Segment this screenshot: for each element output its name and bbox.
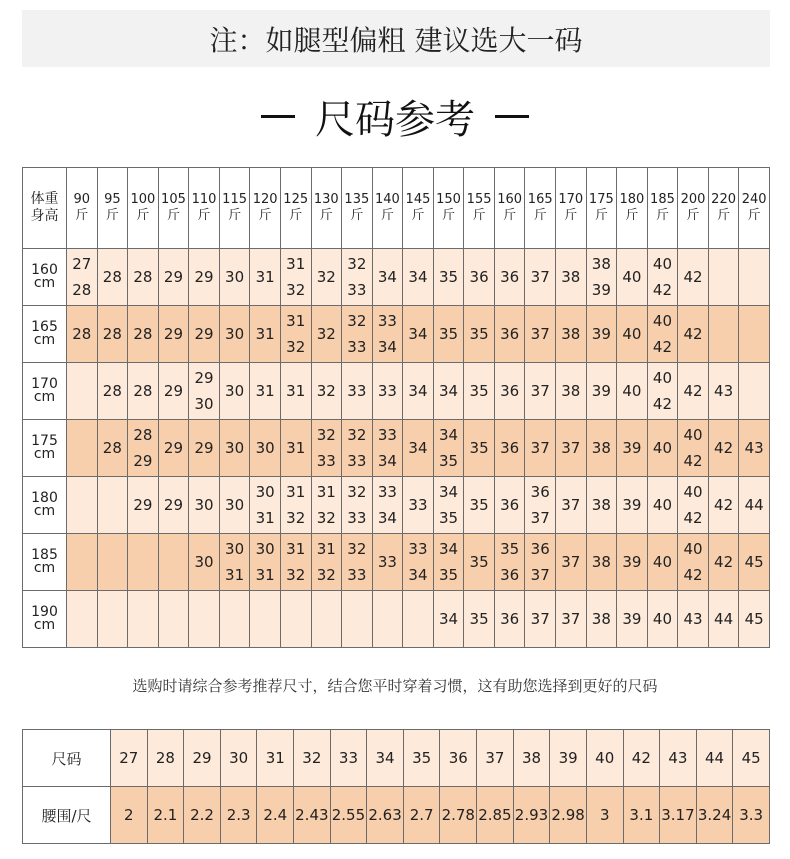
size-cell: 33 34 (403, 534, 434, 591)
weight-header: 145 斤 (403, 168, 434, 249)
size-cell (189, 591, 220, 648)
size-value: 43 (660, 730, 697, 787)
size-cell: 40 42 (647, 249, 678, 306)
size-row (23, 591, 770, 648)
weight-header: 185 斤 (647, 168, 678, 249)
waist-value: 2.55 (330, 787, 367, 844)
size-cell: 28 (128, 363, 159, 420)
size-cell: 36 37 (525, 477, 556, 534)
size-cell: 44 (739, 477, 770, 534)
height-label: 185 cm (23, 534, 67, 591)
size-value: 39 (550, 730, 587, 787)
size-cell: 31 (250, 363, 281, 420)
size-cell: 29 (189, 306, 220, 363)
size-cell: 28 (67, 306, 98, 363)
weight-header: 165 斤 (525, 168, 556, 249)
size-cell: 37 (525, 591, 556, 648)
size-cell: 33 (372, 534, 403, 591)
size-cell: 31 32 (280, 534, 311, 591)
size-value: 31 (257, 730, 294, 787)
weight-header: 135 斤 (342, 168, 373, 249)
size-cell (67, 591, 98, 648)
size-cell: 40 (647, 477, 678, 534)
size-cell: 40 (617, 306, 648, 363)
size-cell (67, 420, 98, 477)
size-cell: 35 36 (494, 534, 525, 591)
size-cell: 39 (586, 363, 617, 420)
size-cell: 40 (647, 420, 678, 477)
waist-value: 2.63 (367, 787, 404, 844)
size-cell: 32 33 (342, 249, 373, 306)
size-value: 32 (294, 730, 331, 787)
size-cell: 40 42 (678, 477, 709, 534)
height-label: 175 cm (23, 420, 67, 477)
size-cell: 36 (494, 591, 525, 648)
size-cell: 39 (617, 534, 648, 591)
size-cell: 30 (219, 249, 250, 306)
waist-value: 2.2 (184, 787, 221, 844)
weight-header: 175 斤 (586, 168, 617, 249)
size-cell: 32 33 (342, 306, 373, 363)
size-cell (739, 363, 770, 420)
size-cell: 33 34 (372, 420, 403, 477)
size-cell: 31 (280, 363, 311, 420)
size-value: 29 (184, 730, 221, 787)
size-cell: 42 (708, 477, 739, 534)
note-banner (22, 10, 770, 67)
size-cell: 43 (678, 591, 709, 648)
weight-header: 130 斤 (311, 168, 342, 249)
weight-header: 95 斤 (97, 168, 128, 249)
weight-header: 150 斤 (433, 168, 464, 249)
size-cell: 35 (464, 306, 495, 363)
size-cell (708, 249, 739, 306)
size-cell: 28 29 (128, 420, 159, 477)
size-cell: 28 (97, 363, 128, 420)
size-cell: 45 (739, 534, 770, 591)
height-label: 190 cm (23, 591, 67, 648)
size-cell: 30 (250, 420, 281, 477)
weight-header: 180 斤 (617, 168, 648, 249)
size-cell: 34 35 (433, 534, 464, 591)
size-cell: 35 (464, 363, 495, 420)
size-cell: 33 (403, 477, 434, 534)
size-cell (97, 534, 128, 591)
size-cell: 33 34 (372, 477, 403, 534)
size-cell (311, 591, 342, 648)
page-title (0, 88, 790, 144)
size-cell (97, 477, 128, 534)
size-cell: 31 32 (280, 477, 311, 534)
size-cell: 29 (158, 420, 189, 477)
size-cell: 39 (586, 306, 617, 363)
size-cell: 28 (97, 420, 128, 477)
size-cell: 31 (250, 249, 281, 306)
size-cell: 27 28 (67, 249, 98, 306)
size-cell: 38 (586, 477, 617, 534)
size-value: 33 (330, 730, 367, 787)
size-cell: 28 (97, 306, 128, 363)
size-row (23, 363, 770, 420)
size-cell: 36 37 (525, 534, 556, 591)
size-cell: 44 (708, 591, 739, 648)
height-label: 160 cm (23, 249, 67, 306)
size-cell: 30 31 (250, 534, 281, 591)
size-cell: 38 (586, 591, 617, 648)
size-cell: 30 (219, 306, 250, 363)
size-row (23, 534, 770, 591)
waist-row-label: 腰围/尺 (23, 787, 111, 844)
size-cell: 42 (708, 420, 739, 477)
size-cell: 32 33 (311, 420, 342, 477)
size-cell (158, 591, 189, 648)
waist-value: 2.93 (513, 787, 550, 844)
size-row (23, 306, 770, 363)
size-cell: 31 32 (311, 534, 342, 591)
size-row (23, 249, 770, 306)
weight-header: 120 斤 (250, 168, 281, 249)
waist-value: 3.3 (733, 787, 770, 844)
size-cell: 31 (250, 306, 281, 363)
size-cell: 40 42 (678, 420, 709, 477)
waist-value: 3 (586, 787, 623, 844)
size-cell: 45 (739, 591, 770, 648)
size-cell: 35 (464, 534, 495, 591)
size-cell: 35 (464, 477, 495, 534)
size-cell: 28 (97, 249, 128, 306)
size-cell: 34 (372, 249, 403, 306)
waist-table (22, 729, 770, 844)
waist-value: 2.3 (220, 787, 257, 844)
size-cell: 28 (128, 306, 159, 363)
size-value: 36 (440, 730, 477, 787)
size-value: 34 (367, 730, 404, 787)
size-cell: 34 35 (433, 477, 464, 534)
size-cell: 33 (372, 363, 403, 420)
size-row (23, 477, 770, 534)
size-cell: 36 (494, 363, 525, 420)
tip-text: 选购时请综合参考推荐尺寸，结合您平时穿着习惯，这有助您选择到更好的尺码 (132, 677, 658, 695)
size-cell: 31 32 (311, 477, 342, 534)
size-value: 37 (477, 730, 514, 787)
waist-value: 2.43 (294, 787, 331, 844)
waist-value: 2.78 (440, 787, 477, 844)
size-cell: 32 33 (342, 477, 373, 534)
size-row (23, 730, 770, 787)
size-cell: 30 (219, 420, 250, 477)
size-cell: 31 (280, 420, 311, 477)
size-value: 27 (111, 730, 148, 787)
weight-header: 200 斤 (678, 168, 709, 249)
size-cell: 34 (433, 591, 464, 648)
size-cell: 42 (708, 534, 739, 591)
weight-header: 240 斤 (739, 168, 770, 249)
size-cell (219, 591, 250, 648)
size-value: 38 (513, 730, 550, 787)
size-cell: 32 33 (342, 420, 373, 477)
size-cell: 38 (586, 420, 617, 477)
size-cell (128, 591, 159, 648)
height-label: 180 cm (23, 477, 67, 534)
size-cell: 35 (464, 420, 495, 477)
size-cell: 42 (678, 363, 709, 420)
size-cell: 37 (525, 420, 556, 477)
size-cell: 37 (525, 249, 556, 306)
weight-header: 170 斤 (556, 168, 587, 249)
size-cell: 40 (647, 591, 678, 648)
size-table-header (23, 168, 770, 249)
size-cell (67, 363, 98, 420)
size-cell: 37 (556, 591, 587, 648)
size-cell: 29 30 (189, 363, 220, 420)
size-value: 30 (220, 730, 257, 787)
corner-label: 体重 身高 (23, 168, 67, 249)
size-cell: 36 (494, 249, 525, 306)
size-cell (128, 534, 159, 591)
size-cell (280, 591, 311, 648)
waist-value: 2 (111, 787, 148, 844)
size-cell: 33 34 (372, 306, 403, 363)
size-cell: 29 (158, 363, 189, 420)
weight-header: 140 斤 (372, 168, 403, 249)
waist-value: 3.17 (660, 787, 697, 844)
size-cell: 36 (494, 306, 525, 363)
size-cell: 39 (617, 420, 648, 477)
size-cell: 30 (189, 477, 220, 534)
size-cell: 40 42 (647, 306, 678, 363)
size-cell: 35 (464, 591, 495, 648)
size-value: 42 (623, 730, 660, 787)
size-cell: 39 (617, 477, 648, 534)
size-table (22, 167, 770, 648)
size-cell: 34 (403, 420, 434, 477)
size-cell: 40 (647, 534, 678, 591)
size-cell: 42 (678, 249, 709, 306)
size-cell: 34 (403, 249, 434, 306)
weight-header: 110 斤 (189, 168, 220, 249)
size-cell (250, 591, 281, 648)
size-cell (67, 477, 98, 534)
height-label: 165 cm (23, 306, 67, 363)
size-cell: 32 (311, 363, 342, 420)
size-cell (158, 534, 189, 591)
size-cell (372, 591, 403, 648)
size-cell (403, 591, 434, 648)
size-cell: 37 (525, 363, 556, 420)
weight-header: 90 斤 (67, 168, 98, 249)
size-cell: 31 32 (280, 249, 311, 306)
size-cell: 29 (158, 306, 189, 363)
size-row-label: 尺码 (23, 730, 111, 787)
size-cell: 34 (433, 363, 464, 420)
waist-value: 3.24 (696, 787, 733, 844)
size-cell: 43 (739, 420, 770, 477)
size-cell (97, 591, 128, 648)
size-cell: 40 42 (678, 534, 709, 591)
size-cell: 38 (586, 534, 617, 591)
weight-header: 100 斤 (128, 168, 159, 249)
size-cell: 37 (556, 477, 587, 534)
size-cell (739, 306, 770, 363)
height-label: 170 cm (23, 363, 67, 420)
size-cell: 32 (311, 306, 342, 363)
size-cell: 29 (189, 420, 220, 477)
size-cell: 30 31 (219, 534, 250, 591)
size-cell: 38 (556, 249, 587, 306)
weight-header: 220 斤 (708, 168, 739, 249)
weight-header: 160 斤 (494, 168, 525, 249)
weight-header: 155 斤 (464, 168, 495, 249)
size-value: 40 (586, 730, 623, 787)
size-cell (342, 591, 373, 648)
title-dash-left (261, 115, 295, 118)
size-cell: 29 (189, 249, 220, 306)
size-cell: 36 (464, 249, 495, 306)
size-cell: 34 35 (433, 420, 464, 477)
size-cell: 32 (311, 249, 342, 306)
size-cell: 40 42 (647, 363, 678, 420)
size-cell: 35 (433, 249, 464, 306)
waist-value: 2.98 (550, 787, 587, 844)
size-cell (708, 306, 739, 363)
size-cell: 32 33 (342, 534, 373, 591)
size-cell: 36 (494, 420, 525, 477)
size-cell: 36 (494, 477, 525, 534)
waist-value: 3.1 (623, 787, 660, 844)
size-cell: 29 (158, 249, 189, 306)
size-cell: 29 (158, 477, 189, 534)
size-cell: 37 (525, 306, 556, 363)
note-text: 注：如腿型偏粗 建议选大一码 (209, 23, 583, 57)
size-cell: 30 (219, 477, 250, 534)
size-cell: 30 (189, 534, 220, 591)
size-cell (67, 534, 98, 591)
size-value: 44 (696, 730, 733, 787)
size-cell: 34 (403, 363, 434, 420)
size-cell: 43 (708, 363, 739, 420)
size-cell: 38 (556, 363, 587, 420)
size-cell: 34 (403, 306, 434, 363)
size-cell: 33 (342, 363, 373, 420)
weight-header: 105 斤 (158, 168, 189, 249)
size-row (23, 420, 770, 477)
size-cell: 37 (556, 534, 587, 591)
size-cell (739, 249, 770, 306)
size-cell: 31 32 (280, 306, 311, 363)
size-cell: 30 (219, 363, 250, 420)
weight-header: 125 斤 (280, 168, 311, 249)
size-cell: 38 39 (586, 249, 617, 306)
size-cell: 39 (617, 591, 648, 648)
size-cell: 38 (556, 306, 587, 363)
size-cell: 29 (128, 477, 159, 534)
size-cell: 28 (128, 249, 159, 306)
waist-value: 2.1 (147, 787, 184, 844)
size-cell: 37 (556, 420, 587, 477)
size-value: 28 (147, 730, 184, 787)
size-cell: 42 (678, 306, 709, 363)
size-value: 45 (733, 730, 770, 787)
size-value: 35 (403, 730, 440, 787)
waist-value: 2.4 (257, 787, 294, 844)
weight-header: 115 斤 (219, 168, 250, 249)
title-dash-right (495, 115, 529, 118)
size-cell: 35 (433, 306, 464, 363)
waist-value: 2.85 (477, 787, 514, 844)
size-cell: 40 (617, 363, 648, 420)
waist-value: 2.7 (403, 787, 440, 844)
size-cell: 30 31 (250, 477, 281, 534)
size-cell: 40 (617, 249, 648, 306)
waist-row (23, 787, 770, 844)
title-text: 尺码参考 (315, 96, 475, 143)
